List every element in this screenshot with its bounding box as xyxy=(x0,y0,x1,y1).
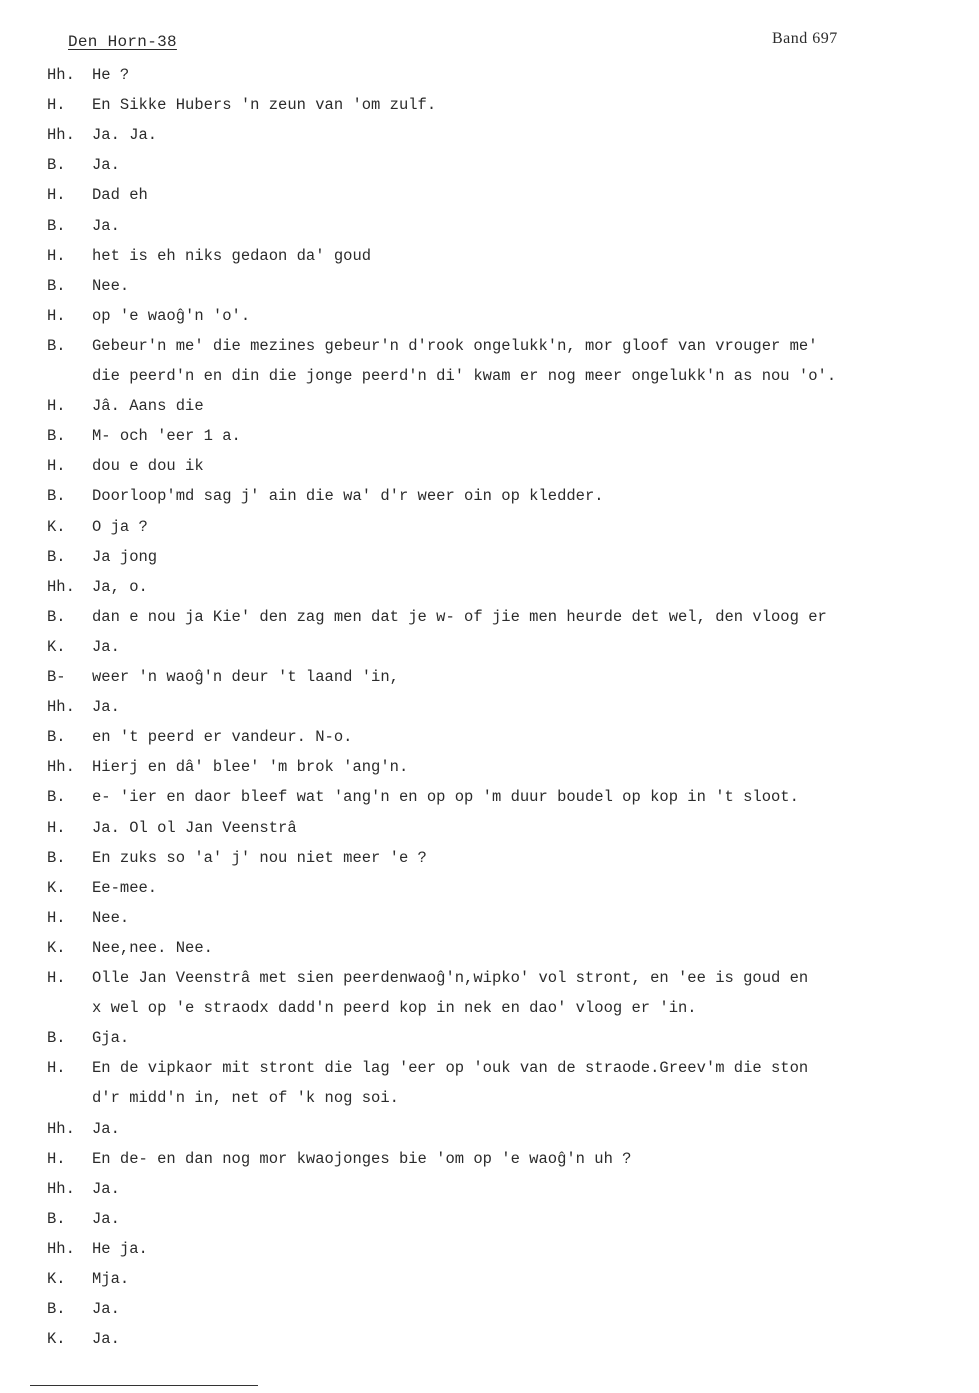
speaker-label: Hh. xyxy=(47,578,75,596)
utterance-text: op 'e waoĝ'n 'o'. xyxy=(92,307,251,325)
utterance-text: Ja. xyxy=(92,1300,120,1318)
transcript-line xyxy=(0,1117,979,1141)
transcript-line xyxy=(0,274,979,298)
utterance-text: Olle Jan Veenstrâ met sien peerdenwaoĝ'n,wipko' vol stront, en 'ee is goud en xyxy=(92,969,809,987)
transcript-line xyxy=(0,996,979,1020)
utterance-text: En zuks so 'a' j' nou niet meer 'e ? xyxy=(92,849,427,867)
utterance-text: O ja ? xyxy=(92,518,148,536)
speaker-label: H. xyxy=(47,247,66,265)
utterance-text: Ja. Ja. xyxy=(92,126,158,144)
utterance-text: Ee-mee. xyxy=(92,879,158,897)
speaker-label: K. xyxy=(47,1330,66,1348)
speaker-label: K. xyxy=(47,879,66,897)
transcript-line xyxy=(0,695,979,719)
utterance-text: d'r midd'n in, net of 'k nog soi. xyxy=(92,1089,399,1107)
speaker-label: B. xyxy=(47,156,66,174)
transcript-line xyxy=(0,394,979,418)
speaker-label: H. xyxy=(47,909,66,927)
utterance-text: e- 'ier en daor bleef wat 'ang'n en op op 'm duur boudel op kop in 't sloot. xyxy=(92,788,799,806)
transcript-line xyxy=(0,725,979,749)
utterance-text: dou e dou ik xyxy=(92,457,204,475)
transcript-line xyxy=(0,93,979,117)
utterance-text: en 't peerd er vandeur. N-o. xyxy=(92,728,353,746)
transcript-line xyxy=(0,1177,979,1201)
transcript-line xyxy=(0,906,979,930)
transcript-line xyxy=(0,605,979,629)
utterance-text: dan e nou ja Kie' den zag men dat je w- of jie men heurde det wel, den vloog er xyxy=(92,608,827,626)
speaker-label: B. xyxy=(47,427,66,445)
speaker-label: K. xyxy=(47,1270,66,1288)
transcript-line xyxy=(0,1267,979,1291)
transcript-line xyxy=(0,1207,979,1231)
transcript-line xyxy=(0,153,979,177)
speaker-label: B. xyxy=(47,548,66,566)
utterance-text: het is eh niks gedaon da' goud xyxy=(92,247,372,265)
transcript-line xyxy=(0,515,979,539)
utterance-text: Ja. xyxy=(92,1210,120,1228)
speaker-label: B. xyxy=(47,217,66,235)
transcript-line xyxy=(0,545,979,569)
transcript-line xyxy=(0,816,979,840)
utterance-text: Jâ. Aans die xyxy=(92,397,204,415)
speaker-label: Hh. xyxy=(47,126,75,144)
speaker-label: Hh. xyxy=(47,66,75,84)
utterance-text: Mja. xyxy=(92,1270,130,1288)
speaker-label: Hh. xyxy=(47,698,75,716)
utterance-text: Ja. xyxy=(92,156,120,174)
transcript-line xyxy=(0,214,979,238)
transcript-line xyxy=(0,334,979,358)
speaker-label: B. xyxy=(47,1029,66,1047)
utterance-text: Gja. xyxy=(92,1029,130,1047)
speaker-label: K. xyxy=(47,939,66,957)
transcript-line xyxy=(0,755,979,779)
speaker-label: H. xyxy=(47,1059,66,1077)
utterance-text: Ja. xyxy=(92,1330,120,1348)
speaker-label: H. xyxy=(47,397,66,415)
utterance-text: Ja. xyxy=(92,638,120,656)
utterance-text: Hierj en dâ' blee' 'm brok 'ang'n. xyxy=(92,758,409,776)
speaker-label: B. xyxy=(47,487,66,505)
document-title: Den Horn-38 xyxy=(68,33,177,51)
speaker-label: B. xyxy=(47,277,66,295)
utterance-text: x wel op 'e straodx dadd'n peerd kop in nek en dao' vloog er 'in. xyxy=(92,999,697,1017)
speaker-label: H. xyxy=(47,819,66,837)
utterance-text: He ja. xyxy=(92,1240,148,1258)
transcript-line xyxy=(0,123,979,147)
utterance-text: En de- en dan nog mor kwaojonges bie 'om op 'e waoĝ'n uh ? xyxy=(92,1150,632,1168)
utterance-text: die peerd'n en din die jonge peerd'n di' kwam er nog meer ongelukk'n as nou 'o'. xyxy=(92,367,837,385)
speaker-label: B. xyxy=(47,728,66,746)
transcript-line xyxy=(0,304,979,328)
utterance-text: Ja. xyxy=(92,698,120,716)
speaker-label: B. xyxy=(47,1300,66,1318)
speaker-label: K. xyxy=(47,518,66,536)
utterance-text: Doorloop'md sag j' ain die wa' d'r weer oin op kledder. xyxy=(92,487,604,505)
utterance-text: Ja, o. xyxy=(92,578,148,596)
speaker-label: Hh. xyxy=(47,758,75,776)
speaker-label: B. xyxy=(47,788,66,806)
utterance-text: En de vipkaor mit stront die lag 'eer op 'ouk van de straode.Greev'm die ston xyxy=(92,1059,809,1077)
utterance-text: M- och 'eer 1 a. xyxy=(92,427,241,445)
transcript-line xyxy=(0,1147,979,1171)
transcript-line xyxy=(0,575,979,599)
transcript-line xyxy=(0,364,979,388)
transcript-line xyxy=(0,1026,979,1050)
transcript-line xyxy=(0,1056,979,1080)
speaker-label: H. xyxy=(47,1150,66,1168)
utterance-text: Nee. xyxy=(92,277,130,295)
speaker-label: Hh. xyxy=(47,1180,75,1198)
utterance-text: Ja. Ol ol Jan Veenstrâ xyxy=(92,819,297,837)
utterance-text: Nee. xyxy=(92,909,130,927)
transcript-line xyxy=(0,424,979,448)
band-number: Band 697 xyxy=(772,30,838,47)
transcript-line xyxy=(0,966,979,990)
transcript-line xyxy=(0,785,979,809)
transcript-line xyxy=(0,244,979,268)
speaker-label: K. xyxy=(47,638,66,656)
transcript-line xyxy=(0,665,979,689)
utterance-text: He ? xyxy=(92,66,130,84)
utterance-text: Nee,nee. Nee. xyxy=(92,939,213,957)
speaker-label: B. xyxy=(47,337,66,355)
utterance-text: Ja. xyxy=(92,1120,120,1138)
speaker-label: Hh. xyxy=(47,1240,75,1258)
utterance-text: Ja. xyxy=(92,1180,120,1198)
speaker-label: B. xyxy=(47,608,66,626)
transcript-line xyxy=(0,936,979,960)
speaker-label: H. xyxy=(47,307,66,325)
speaker-label: B- xyxy=(47,668,66,686)
utterance-text: weer 'n waoĝ'n deur 't laand 'in, xyxy=(92,668,399,686)
speaker-label: H. xyxy=(47,457,66,475)
transcript-line xyxy=(0,1327,979,1351)
transcript-line xyxy=(0,1297,979,1321)
transcript-line xyxy=(0,1086,979,1110)
transcript-line xyxy=(0,876,979,900)
transcript-line xyxy=(0,846,979,870)
speaker-label: B. xyxy=(47,1210,66,1228)
speaker-label: H. xyxy=(47,186,66,204)
transcript-line xyxy=(0,63,979,87)
speaker-label: H. xyxy=(47,969,66,987)
utterance-text: En Sikke Hubers 'n zeun van 'om zulf. xyxy=(92,96,437,114)
transcript-line xyxy=(0,484,979,508)
transcript-line xyxy=(0,635,979,659)
utterance-text: Gebeur'n me' die mezines gebeur'n d'rook ongelukk'n, mor gloof van vrouger me' xyxy=(92,337,818,355)
utterance-text: Dad eh xyxy=(92,186,148,204)
speaker-label: Hh. xyxy=(47,1120,75,1138)
utterance-text: Ja. xyxy=(92,217,120,235)
transcript-line xyxy=(0,454,979,478)
transcript-line xyxy=(0,183,979,207)
speaker-label: B. xyxy=(47,849,66,867)
footer-rule xyxy=(30,1385,258,1386)
utterance-text: Ja jong xyxy=(92,548,158,566)
transcript-line xyxy=(0,1237,979,1261)
speaker-label: H. xyxy=(47,96,66,114)
